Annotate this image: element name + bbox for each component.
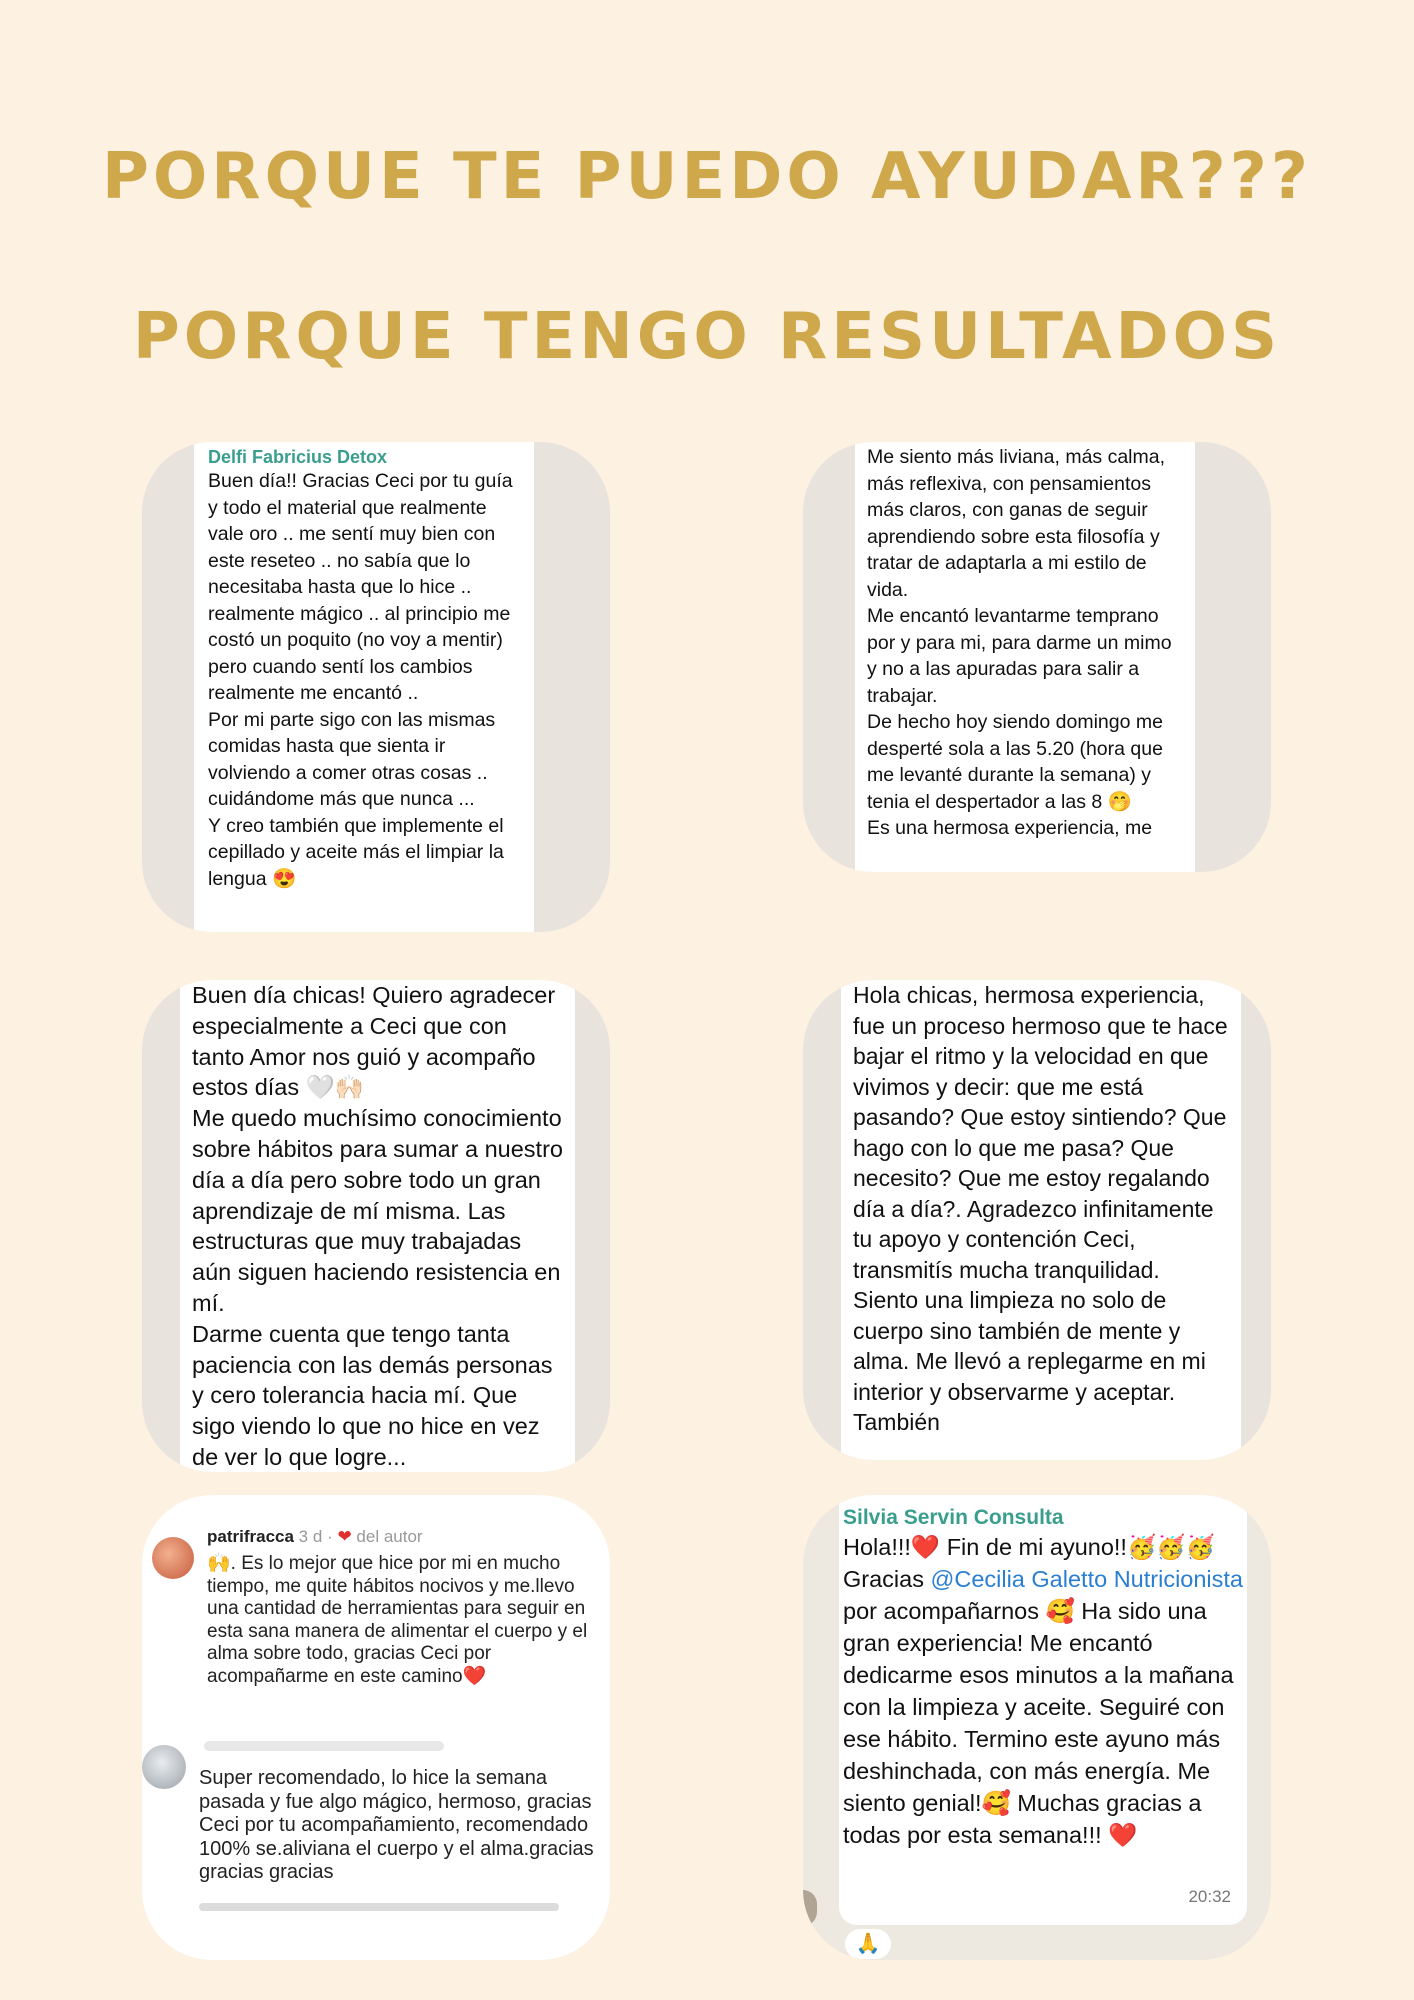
testimonial-card-3 xyxy=(142,980,610,1472)
blurred-username xyxy=(204,1741,444,1751)
username: patrifracca xyxy=(207,1527,294,1546)
cut-off-text xyxy=(199,1903,559,1911)
reaction-badge[interactable]: 🙏 xyxy=(845,1929,891,1959)
chat-bubble xyxy=(194,442,534,932)
sender-name: Delfi Fabricius Detox xyxy=(208,447,388,467)
testimonial-card-6 xyxy=(803,1495,1271,1960)
author-label: del autor xyxy=(356,1527,423,1546)
comment-header: patrifracca 3 d · ❤ del autor xyxy=(207,1527,423,1546)
message-text: Me siento más liviana, más calma, más reflexiva, con pensamientos más claros, con ganas de seguir aprendiendo sobre esta filosofía y tratar de adaptarla a mi estilo de vida. Me encantó levantarme temprano por y para mi, para darme un mimo y no a las apuradas para salir a trabajar. De hecho hoy siendo domingo me desperté sola a las 5.20 (hora que me levanté durante la semana) y tenia el despertador a las 8 🤭 Es una hermosa experiencia, me xyxy=(867,446,1172,839)
comment-time: 3 d xyxy=(298,1527,323,1546)
comment-text: Super recomendado, lo hice la semana pasada y fue algo mágico, hermoso, gracias Ceci por tu acompañamiento, recomendado 100% se.aliviana el cuerpo y el alma.gracias gracias gracias xyxy=(199,1767,594,1883)
avatar xyxy=(142,1745,186,1789)
testimonial-card-1 xyxy=(142,442,610,932)
comment-text: 🙌. Es lo mejor que hice por mi en mucho tiempo, me quite hábitos nocivos y me.llevo una cantidad de herramientas para seguir en esta sana manera de alimentar el cuerpo y el alma sobre todo, gracias Ceci por acompañarme en este camino❤️ xyxy=(207,1553,588,1687)
message-text: Buen día!! Gracias Ceci por tu guía y todo el material que realmente vale oro .. me sentí muy bien con este reseteo .. no sabía que lo necesitaba hasta que lo hice .. realmente mágico .. al principio me costó un poquito (no voy a mentir) pero cuando sentí los cambios realmente me encantó .. Por mi parte sigo con las mismas comidas hasta que sienta ir volviendo a comer otras cosas .. cuidándome más que nunca ... Y creo también que implemente el cepillado y aceite más el limpiar la lengua 😍 xyxy=(208,470,513,890)
avatar xyxy=(803,1890,817,1926)
sender-name: Silvia Servin Consulta xyxy=(843,1506,1064,1529)
testimonial-card-2 xyxy=(803,442,1271,872)
chat-bubble xyxy=(839,1495,1247,1925)
heading-line-1: PORQUE TE PUEDO AYUDAR??? xyxy=(101,140,1313,214)
message-text: Hola!!!❤️ Fin de mi ayuno!!🥳🥳🥳 Gracias @Cecilia Galetto Nutricionista por acompañarnos 🥰 Ha sido una gran experiencia! Me encantó dedicarme esos minutos a la mañana con la limpieza y aceite. Seguiré con ese hábito. Termino este ayuno más deshinchada, con más energía. Me siento genial!🥰 Muchas gracias a todas por esta semana!!! ❤️ xyxy=(843,1534,1243,1848)
mention-link[interactable]: @Cecilia Galetto Nutricionista xyxy=(930,1566,1243,1592)
message-time: 20:32 xyxy=(1188,1887,1231,1906)
message-text: Hola chicas, hermosa experiencia, fue un proceso hermoso que te hace bajar el ritmo y la velocidad en que vivimos y decir: que me está pasando? Que estoy sintiendo? Que hago con lo que me pasa? Que necesito? Que me estoy regalando día a día?. Agradezco infinitamente tu apoyo y contención Ceci, transmitís mucha tranquilidad. Siento una limpieza no solo de cuerpo sino también de mente y alma. Me llevó a replegarme en mi interior y observarme y aceptar. También xyxy=(853,982,1228,1435)
heading-line-2: PORQUE TENGO RESULTADOS xyxy=(132,300,1282,374)
heart-icon: ❤ xyxy=(337,1527,352,1546)
avatar xyxy=(152,1537,194,1579)
message-text: Buen día chicas! Quiero agradecer especialmente a Ceci que con tanto Amor nos guió y acompaño estos días 🤍🙌🏻 Me quedo muchísimo conocimiento sobre hábitos para sumar a nuestro día a día pero sobre todo un gran aprendizaje de mí misma. Las estructuras que muy trabajadas aún siguen haciendo resistencia en mí. Darme cuenta que tengo tanta paciencia con las demás personas y cero tolerancia hacia mí. Que sigo viendo lo que no hice en vez de ver lo que logre... xyxy=(192,982,563,1470)
chat-bubble xyxy=(180,980,575,1472)
testimonial-card-4 xyxy=(803,980,1271,1460)
chat-bubble xyxy=(841,980,1241,1460)
testimonial-card-5 xyxy=(142,1495,610,1960)
chat-bubble xyxy=(855,442,1195,872)
